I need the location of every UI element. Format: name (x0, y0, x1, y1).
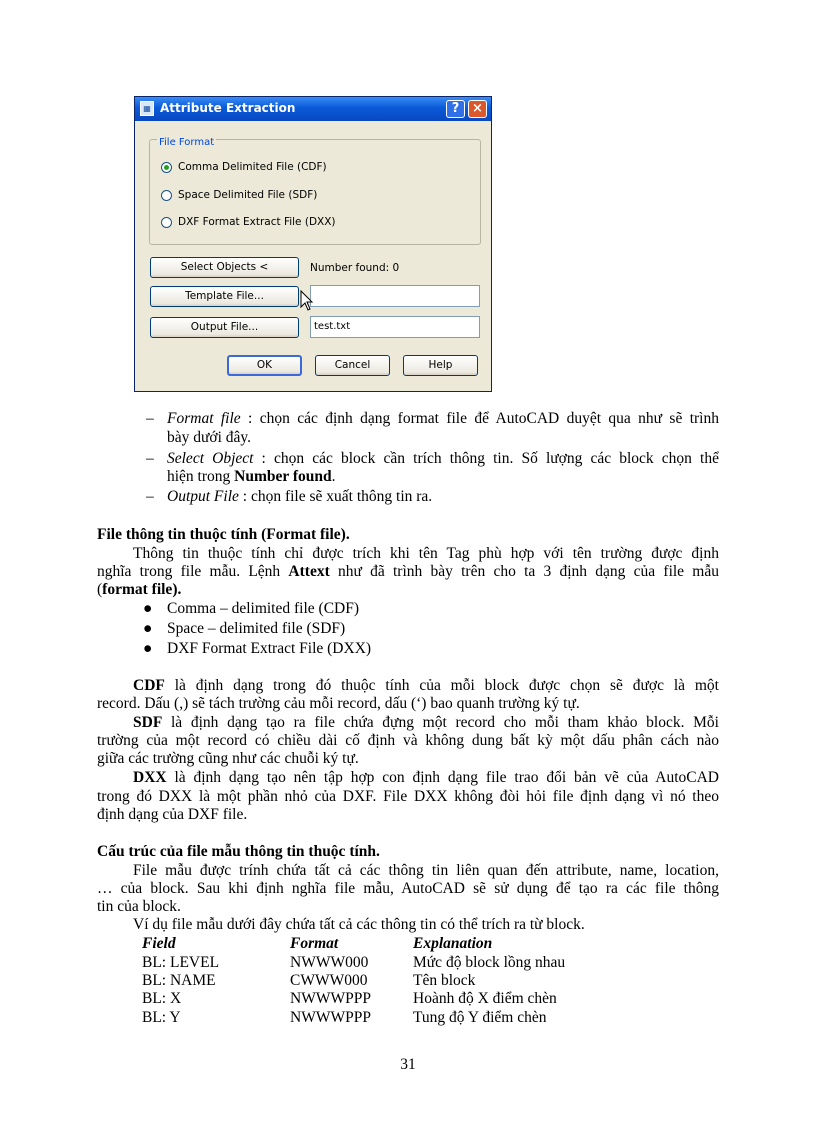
dash-item-format-file: Format file : chọn các định dạng format file để AutoCAD duyệt qua như sẽ trình (167, 410, 719, 427)
table-cell-field: BL: NAME (142, 972, 216, 989)
section-heading-format-file: File thông tin thuộc tính (Format file). (97, 526, 350, 543)
section-heading-template-structure: Cấu trúc của file mẫu thông tin thuộc tính. (97, 843, 380, 860)
paragraph-line: … của block. Sau khi định nghĩa file mẫu, AutoCAD sẽ sử dụng để tạo ra các file thông (97, 880, 719, 897)
radio-sdf-label: Space Delimited File (SDF) (178, 189, 318, 201)
cancel-button[interactable]: Cancel (315, 355, 390, 376)
paragraph-line: record. Dấu (,) sẽ tách trường cảu mỗi record, dấu (‘) bao quanh trường ký tự. (97, 695, 580, 712)
paragraph-line: định dạng của DXF file. (97, 806, 248, 823)
dash-item-select-object-cont: hiện trong Number found. (167, 468, 336, 485)
dxx-paragraph: DXX là định dạng tạo nên tập hợp con định dạng file trao đổi bản vẽ của AutoCAD (133, 769, 719, 786)
template-file-input[interactable] (310, 285, 480, 307)
dash-bullet: – (146, 410, 154, 427)
output-file-button[interactable]: Output File... (150, 317, 299, 338)
output-file-input[interactable]: test.txt (310, 316, 480, 338)
bullet-item: Space – delimited file (SDF) (167, 620, 346, 637)
table-cell-format: CWWW000 (290, 972, 368, 989)
sdf-paragraph: SDF là định dạng tạo ra file chứa đựng một record cho mỗi tham khảo block. Mỗi (133, 714, 719, 731)
template-file-button[interactable]: Template File... (150, 286, 299, 307)
table-cell-field: BL: LEVEL (142, 954, 220, 971)
dash-bullet: – (146, 488, 154, 505)
table-cell-field: BL: X (142, 990, 182, 1007)
table-cell-format: NWWWPPP (290, 1009, 371, 1026)
app-icon: ▦ (140, 101, 154, 116)
bullet-dot: ● (143, 620, 153, 637)
radio-button-selected[interactable] (161, 162, 172, 173)
dialog-title-bar (135, 97, 491, 121)
dash-item-output-file: Output File : chọn file sẽ xuất thông tin ra. (167, 488, 433, 505)
ok-button[interactable]: OK (227, 355, 302, 376)
paragraph-line: nghĩa trong file mẫu. Lệnh Attext như đã trình bày trên cho ta 3 định dạng của file mẫu (97, 563, 719, 580)
attribute-extraction-dialog (134, 96, 492, 392)
table-cell-explanation: Tên block (413, 972, 476, 989)
paragraph-line: File mẫu được trính chứa tất cả các thông tin liên quan đến attribute, name, location, (133, 862, 719, 879)
dialog-title: Attribute Extraction (160, 101, 296, 115)
paragraph-line: Thông tin thuộc tính chỉ được trích khi tên Tag phù hợp với tên trường được định (133, 545, 719, 562)
bullet-item: DXF Format Extract File (DXX) (167, 640, 372, 657)
page-number: 31 (400, 1056, 416, 1073)
mouse-cursor-icon (300, 290, 314, 312)
bullet-item: Comma – delimited file (CDF) (167, 600, 360, 617)
dash-item-format-file-cont: bày dưới đây. (167, 429, 252, 446)
help-button[interactable]: Help (403, 355, 478, 376)
table-cell-format: NWWW000 (290, 954, 369, 971)
table-cell-explanation: Hoành độ X điểm chèn (413, 990, 557, 1007)
table-cell-field: BL: Y (142, 1009, 181, 1026)
table-cell-explanation: Tung độ Y điểm chèn (413, 1009, 547, 1026)
title-help-button[interactable]: ? (446, 100, 465, 118)
cdf-paragraph: CDF là định dạng trong đó thuộc tính của mỗi block được chọn sẽ được là một (133, 677, 719, 694)
paragraph-line: trong đó DXX là một phần nhỏ của DXF. File DXX không đòi hỏi file định dạng vì nó theo (97, 788, 719, 805)
radio-cdf-label: Comma Delimited File (CDF) (178, 161, 327, 173)
radio-dxx-label: DXF Format Extract File (DXX) (178, 216, 336, 228)
bullet-dot: ● (143, 600, 153, 617)
table-header-field: Field (142, 935, 176, 952)
table-header-format: Format (290, 935, 339, 952)
radio-button[interactable] (161, 190, 172, 201)
paragraph-line: (format file). (97, 581, 182, 598)
table-cell-format: NWWWPPP (290, 990, 371, 1007)
paragraph-line: tin của block. (97, 898, 181, 915)
table-header-explanation: Explanation (413, 935, 493, 952)
select-objects-button[interactable]: Select Objects < (150, 257, 299, 278)
number-found-label: Number found: 0 (310, 262, 400, 274)
title-close-button[interactable]: × (468, 100, 487, 118)
paragraph-line: giữa các trường cũng như các chuỗi ký tự. (97, 750, 359, 767)
file-format-legend: File Format (159, 137, 215, 148)
table-cell-explanation: Mức độ block lồng nhau (413, 954, 566, 971)
radio-button[interactable] (161, 217, 172, 228)
dash-item-select-object: Select Object : chọn các block cần trích thông tin. Số lượng các block chọn thể (167, 450, 719, 467)
dash-bullet: – (146, 450, 154, 467)
bullet-dot: ● (143, 640, 153, 657)
paragraph-line: Ví dụ file mẫu dưới đây chứa tất cả các thông tin có thể trích ra từ block. (133, 916, 585, 933)
paragraph-line: trường của một record có chiều dài cố định và không dung bất kỳ một dấu phân cách nào (97, 732, 719, 749)
